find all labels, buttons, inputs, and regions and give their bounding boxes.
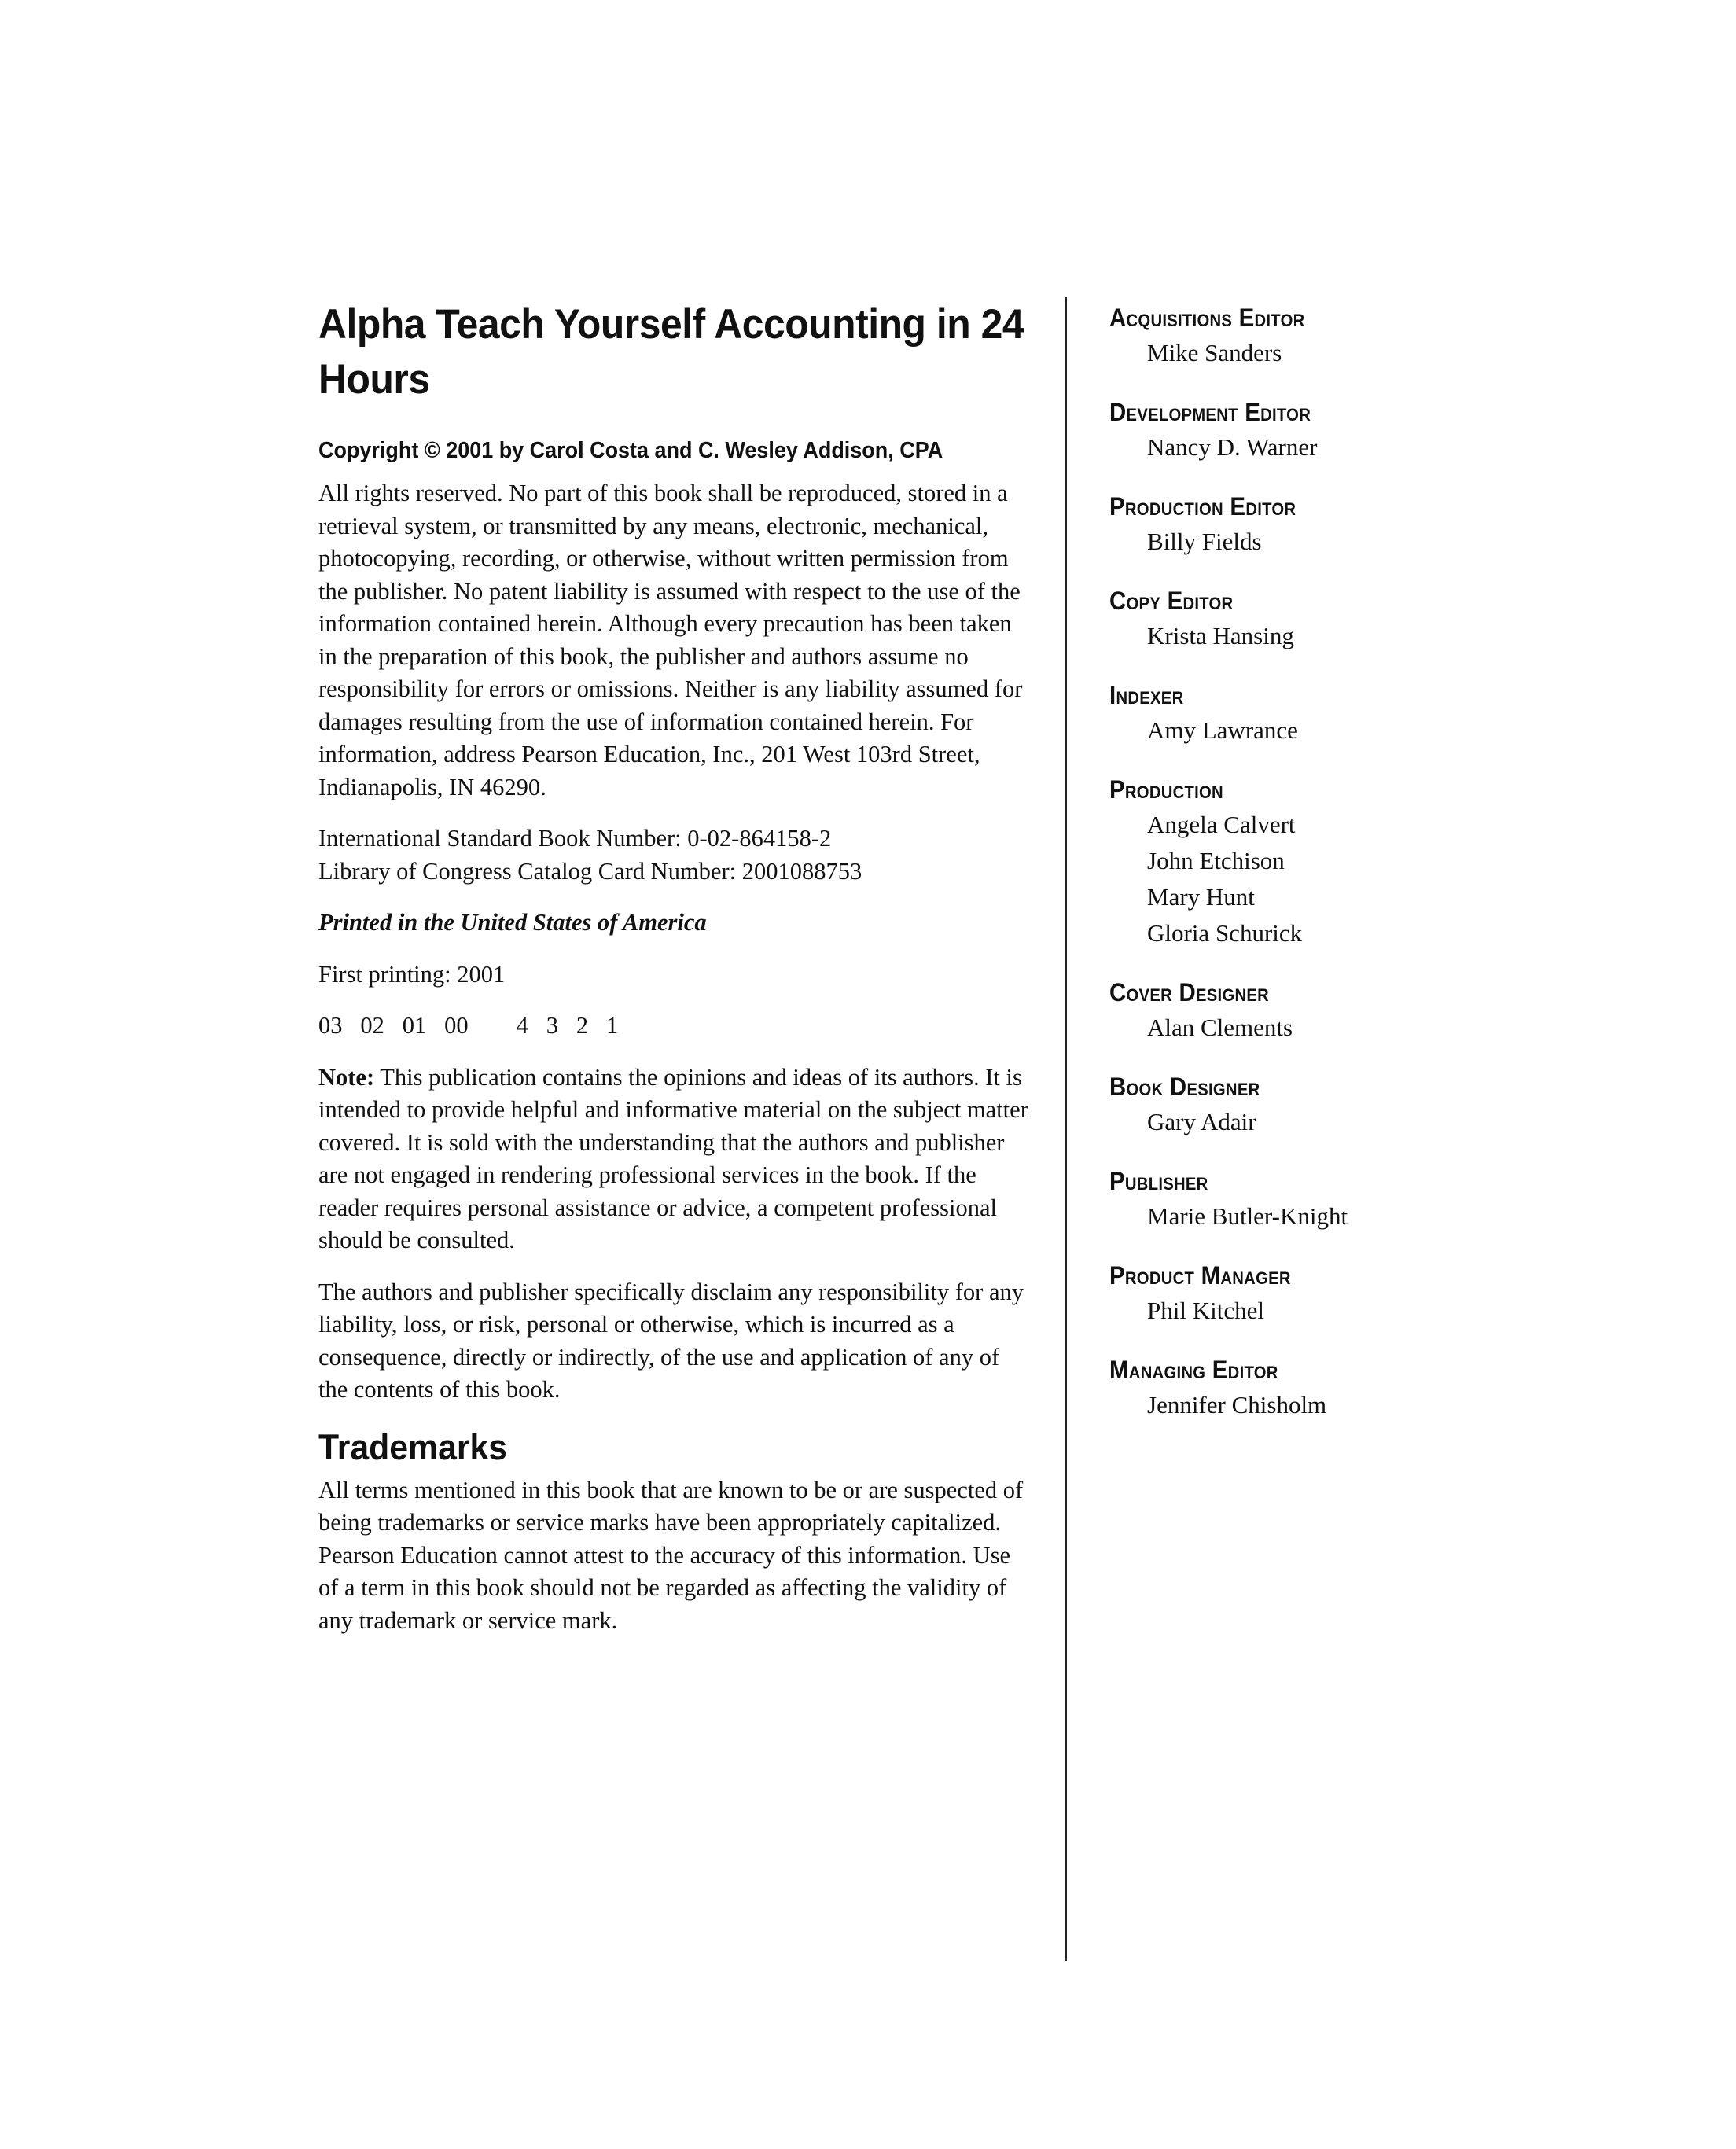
credit-publisher	[1109, 1164, 1660, 1235]
credit-managing-editor	[1109, 1352, 1660, 1423]
credit-role: Acquisitions Editor	[1109, 304, 1305, 332]
credit-role: Production Editor	[1109, 492, 1296, 521]
note-text: This publication contains the opinions and ideas of its authors. It is intended to provide helpful and informative material on the subject matter covered. It is sold with the understanding that the authors and publisher are not engaged in rendering professional services in the book. If the reader requires personal assistance or advice, a competent professional should be consulted.	[318, 1063, 1028, 1253]
credit-role: Product Manager	[1109, 1261, 1291, 1290]
credit-role: Publisher	[1109, 1167, 1208, 1195]
credit-name: Phil Kitchel	[1147, 1297, 1264, 1324]
credit-name: Angela Calvert	[1147, 811, 1296, 838]
credit-name: John Etchison	[1147, 847, 1285, 874]
credit-role: Managing Editor	[1109, 1356, 1278, 1384]
credit-name: Mary Hunt	[1147, 883, 1255, 911]
credit-name: Mike Sanders	[1147, 339, 1282, 366]
credit-name: Alan Clements	[1147, 1014, 1293, 1041]
note-paragraph	[318, 1062, 1030, 1257]
credit-cover-designer	[1109, 975, 1660, 1046]
credit-name: Gloria Schurick	[1147, 919, 1303, 947]
credit-production	[1109, 772, 1660, 951]
credit-name: Billy Fields	[1147, 528, 1262, 555]
catalog-numbers	[318, 822, 1030, 888]
copyright-line: Copyright © 2001 by Carol Costa and C. Wesley Addison, CPA	[318, 438, 943, 463]
trademarks-paragraph: All terms mentioned in this book that are known to be or are suspected of being trademarks or service marks have been appropriately capitalized. Pearson Education cannot attest to the accuracy of this information. Use of a term in this book should not be regarded as affecting the validity of any trademark or service mark.	[318, 1476, 1024, 1634]
credit-name: Gary Adair	[1147, 1108, 1256, 1135]
credit-name: Marie Butler-Knight	[1147, 1202, 1348, 1230]
book-title: Alpha Teach Yourself Accounting in 24 Hours	[318, 301, 1024, 403]
credit-book-designer	[1109, 1069, 1660, 1140]
credit-copy-editor	[1109, 583, 1660, 654]
credit-role: Copy Editor	[1109, 587, 1234, 615]
credit-name: Amy Lawrance	[1147, 716, 1298, 744]
credit-acquisitions-editor	[1109, 300, 1660, 371]
printed-in-line: Printed in the United States of America	[318, 909, 707, 936]
copyright-column	[318, 297, 1030, 1656]
credits-column	[1109, 300, 1660, 1447]
disclaimer-paragraph: The authors and publisher specifically disclaim any responsibility for any liability, loss, or risk, personal or otherwise, which is incurred as a consequence, directly or indirectly, of the use and application of any of the contents of this book.	[318, 1278, 1024, 1403]
credit-role: Book Designer	[1109, 1073, 1260, 1101]
credit-production-editor	[1109, 489, 1660, 560]
credit-product-manager	[1109, 1258, 1660, 1329]
column-divider	[1065, 297, 1067, 1961]
credit-role: Development Editor	[1109, 398, 1311, 426]
trademarks-heading: Trademarks	[318, 1426, 508, 1467]
credit-name: Jennifer Chisholm	[1147, 1391, 1327, 1419]
lccn-line: Library of Congress Catalog Card Number: 2001088753	[318, 857, 862, 885]
credit-name: Nancy D. Warner	[1147, 433, 1318, 461]
rights-paragraph: All rights reserved. No part of this book shall be reproduced, stored in a retrieval system, or transmitted by any means, electronic, mechanical, photocopying, recording, or otherwise, without written permission from the publisher. No patent liability is assumed with respect to the use of the information contained herein. Although every precaution has been taken in the preparation of this book, the publisher and authors assume no responsibility for errors or omissions. Neither is any liability assumed for damages resulting from the use of information contained herein. For information, address Pearson Education, Inc., 201 West 103rd Street, Indianapolis, IN 46290.	[318, 480, 1023, 800]
credit-name: Krista Hansing	[1147, 622, 1294, 649]
note-label: Note:	[318, 1063, 375, 1091]
credit-development-editor	[1109, 395, 1660, 465]
first-printing-line: First printing: 2001	[318, 960, 506, 988]
credit-role: Production	[1109, 775, 1223, 804]
credit-indexer	[1109, 678, 1660, 749]
isbn-line: International Standard Book Number: 0-02-864158-2	[318, 825, 832, 852]
credit-role: Indexer	[1109, 681, 1184, 709]
credit-role: Cover Designer	[1109, 978, 1270, 1006]
printing-number-line: 03 02 01 00 4 3 2 1	[318, 1012, 619, 1039]
